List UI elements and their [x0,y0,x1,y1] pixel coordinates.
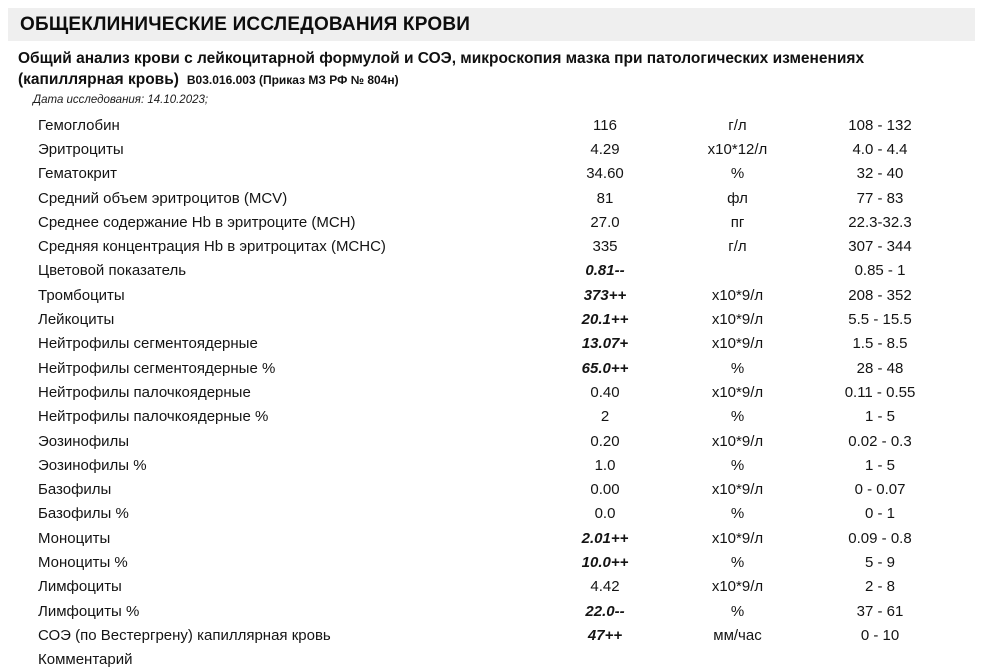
table-row [0,210,1000,234]
study-date: Дата исследования: 14.10.2023; [33,94,209,106]
table-row [0,259,1000,283]
param-value: 13.07+ [581,335,629,353]
table-row [0,526,1000,550]
param-range: 1 - 5 [864,456,895,474]
param-value: 1.0 [594,456,616,474]
param-name: Среднее содержание Hb в эритроците (MCH) [38,213,356,231]
param-range: 0 - 10 [860,626,900,644]
param-value: 47++ [587,626,623,644]
test-code: В03.016.003 (Приказ МЗ РФ № 804н) [186,73,399,87]
param-unit: х10*9/л [711,481,764,499]
param-name: Эозинофилы % [38,456,147,474]
param-name: Цветовой показатель [38,262,187,280]
param-value: 10.0++ [581,553,629,571]
param-range: 28 - 48 [856,359,904,377]
param-value: 0.0 [594,505,616,523]
param-unit: мм/час [713,626,762,644]
param-range: 0 - 0.07 [854,481,906,499]
table-row [0,113,1000,137]
param-value: 27.0 [590,213,620,231]
param-name: Лейкоциты [38,311,115,329]
param-unit: пг [730,213,745,231]
table-row [0,502,1000,526]
param-value: 0.81-- [585,262,625,280]
param-name: Эозинофилы [38,432,130,450]
param-name: Нейтрофилы сегментоядерные [38,335,258,353]
param-value: 373++ [583,286,627,304]
table-row [0,234,1000,258]
table-row [0,453,1000,477]
table-row [0,550,1000,574]
table-row [0,429,1000,453]
param-name: Лимфоциты % [38,602,140,620]
param-name: Комментарий [38,651,133,669]
param-name: Лимфоциты [38,578,122,596]
param-range: 0.02 - 0.3 [848,432,912,450]
param-name: Эритроциты [38,140,124,158]
param-value: 2 [600,408,610,426]
table-row [0,356,1000,380]
param-range: 307 - 344 [848,238,912,256]
param-unit: х10*12/л [707,140,768,158]
param-name: СОЭ (по Вестергрену) капиллярная кровь [38,626,331,644]
param-range: 32 - 40 [856,165,904,183]
param-range: 208 - 352 [848,286,912,304]
table-row [0,477,1000,501]
param-value: 81 [596,189,614,207]
param-unit: % [730,456,745,474]
param-range: 37 - 61 [856,602,904,620]
param-name: Гематокрит [38,165,117,183]
param-range: 5.5 - 15.5 [848,311,912,329]
table-row [0,137,1000,161]
param-name: Нейтрофилы палочкоядерные [38,383,251,401]
param-unit: % [730,359,745,377]
param-name: Нейтрофилы сегментоядерные % [38,359,276,377]
table-row [0,283,1000,307]
param-value: 65.0++ [581,359,629,377]
param-value: 116 [593,116,617,134]
param-value: 4.29 [590,140,620,158]
test-title [18,48,980,91]
param-name: Моноциты [38,529,111,547]
param-unit: х10*9/л [711,383,764,401]
param-range: 0 - 1 [864,505,895,523]
table-row [0,599,1000,623]
param-value: 2.01++ [581,529,629,547]
param-name: Гемоглобин [38,116,120,134]
param-value: 0.20 [590,432,620,450]
test-title-line1: Общий анализ крови с лейкоцитарной формулой и СОЭ, микроскопия мазка при патологических изменениях [18,50,865,67]
param-range: 1 - 5 [864,408,895,426]
param-unit: % [730,165,745,183]
param-value: 335 [592,238,618,256]
param-range: 2 - 8 [864,578,895,596]
param-range: 22.3-32.3 [848,213,912,231]
param-unit: фл [727,189,748,207]
param-range: 0.85 - 1 [854,262,906,280]
param-name: Тромбоциты [38,286,125,304]
param-unit: % [730,553,745,571]
lab-report-page [0,8,1000,669]
table-row [0,186,1000,210]
table-row [0,162,1000,186]
param-value: 34.60 [586,165,624,183]
table-row [0,307,1000,331]
param-unit: х10*9/л [711,432,764,450]
param-name: Базофилы [38,481,112,499]
results-table [0,113,1000,672]
table-row [0,405,1000,429]
param-unit: х10*9/л [711,578,764,596]
param-unit: х10*9/л [711,529,764,547]
section-title: ОБЩЕКЛИНИЧЕСКИЕ ИССЛЕДОВАНИЯ КРОВИ [20,13,471,35]
param-range: 108 - 132 [848,116,912,134]
param-range: 0.09 - 0.8 [848,529,912,547]
param-value: 4.42 [590,578,620,596]
param-unit: г/л [728,238,747,256]
param-name: Нейтрофилы палочкоядерные % [38,408,269,426]
param-name: Средняя концентрация Hb в эритроцитах (MCHC) [38,238,386,256]
param-unit: х10*9/л [711,311,764,329]
param-unit: % [730,602,745,620]
section-header-bar [8,8,975,41]
param-unit: % [730,505,745,523]
param-unit: х10*9/л [711,286,764,304]
param-range: 1.5 - 8.5 [852,335,908,353]
table-row [0,623,1000,647]
param-value: 0.00 [590,481,620,499]
test-title-line2: (капиллярная кровь) [18,71,179,88]
param-unit: % [730,408,745,426]
param-name: Базофилы % [38,505,129,523]
param-value: 22.0-- [585,602,625,620]
param-range: 0.11 - 0.55 [844,383,916,401]
param-name: Средний объем эритроцитов (MCV) [38,189,288,207]
table-row [0,575,1000,599]
table-row [0,332,1000,356]
param-unit: г/л [728,116,747,134]
param-value: 0.40 [590,383,620,401]
table-row [0,648,1000,672]
param-value: 20.1++ [581,311,629,329]
param-range: 5 - 9 [864,553,895,571]
param-unit: х10*9/л [711,335,764,353]
param-name: Моноциты % [38,553,128,571]
param-range: 77 - 83 [856,189,904,207]
table-row [0,380,1000,404]
param-range: 4.0 - 4.4 [852,140,908,158]
